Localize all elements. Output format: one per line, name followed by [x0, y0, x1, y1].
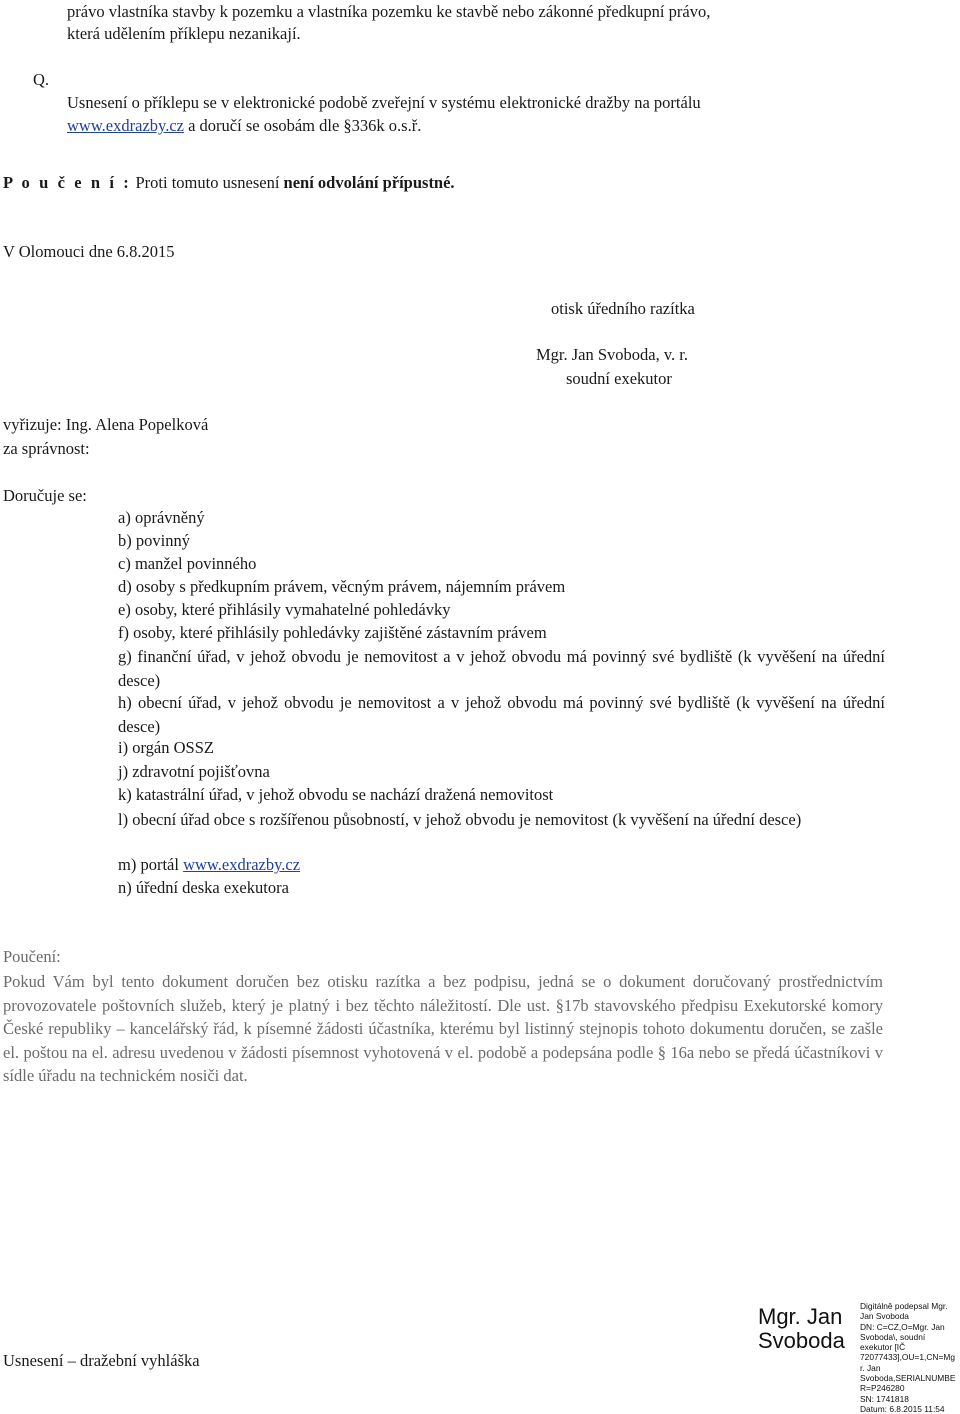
- delivery-item-k: k) katastrální úřad, v jehož obvodu se nachází dražená nemovitost: [118, 785, 554, 804]
- section-q-line-1: Usnesení o příklepu se v elektronické podobě zveřejní v systému elektronické dražby na portálu: [67, 93, 701, 112]
- delivery-item-m: [118, 855, 300, 875]
- stamp-label: otisk úředního razítka: [551, 299, 695, 318]
- digital-signature-details: Digitálně podepsal Mgr. Jan Svoboda DN: C=CZ,O=Mgr. Jan Svoboda\, soudní exekutor [IČ 72077433],OU=1,CN=Mg r. Jan Svoboda,SERIALNUMBE R=P246280 SN: 1741818 Datum: 6.8.2015 11:54: [860, 1301, 956, 1414]
- note-heading: Poučení:: [3, 947, 61, 966]
- delivery-item-a: a) oprávněný: [118, 508, 205, 527]
- executor-role: soudní exekutor: [566, 369, 672, 388]
- delivery-item-c: c) manžel povinného: [118, 554, 257, 573]
- delivery-item-n: n) úřední deska exekutora: [118, 878, 289, 897]
- signer-name-line-1: Mgr. Jan: [758, 1304, 843, 1329]
- delivery-item-l: l) obecní úřad obce s rozšířenou působností, v jehož obvodu je nemovitost (k vyvěšení na úřední desce): [118, 810, 802, 829]
- handled-by: vyřizuje: Ing. Alena Popelková: [3, 415, 209, 434]
- delivery-heading: Doručuje se:: [3, 486, 87, 505]
- delivery-item-b: b) povinný: [118, 531, 190, 550]
- signer-name-line-2: Svoboda: [758, 1328, 845, 1353]
- section-q-label: Q.: [33, 70, 50, 89]
- delivery-item-m-prefix: m) portál: [118, 855, 184, 874]
- section-q-line-2-rest: a doručí se osobám dle §336k o.s.ř.: [183, 116, 422, 135]
- delivery-item-m-link[interactable]: www.exdrazby.cz: [183, 855, 301, 874]
- instruction-bold: není odvolání přípustné.: [283, 173, 455, 192]
- signer-name: [758, 1305, 845, 1353]
- delivery-item-e: e) osoby, které přihlásily vymahatelné pohledávky: [118, 600, 451, 619]
- section-q-line-2: [67, 116, 421, 136]
- delivery-item-i: i) orgán OSSZ: [118, 738, 214, 757]
- correctness-label: za správnost:: [3, 439, 90, 458]
- exdrazby-link[interactable]: www.exdrazby.cz: [67, 116, 184, 135]
- instruction-line: [3, 173, 455, 193]
- document-title: Usnesení – dražební vyhláška: [3, 1351, 200, 1370]
- delivery-item-d: d) osoby s předkupním právem, věcným právem, nájemním právem: [118, 577, 566, 596]
- executor-name: Mgr. Jan Svoboda, v. r.: [536, 345, 689, 364]
- instruction-text: Proti tomuto usnesení: [135, 173, 284, 192]
- intro-line-1: právo vlastníka stavby k pozemku a vlastníka pozemku ke stavbě nebo zákonné předkupní právo,: [67, 2, 711, 21]
- delivery-item-g: g) finanční úřad, v jehož obvodu je nemovitost a v jehož obvodu má povinný své bydliště (k vyvěšení na úřední desce): [118, 647, 885, 690]
- delivery-item-f: f) osoby, které přihlásily pohledávky zajištěné zástavním právem: [118, 623, 547, 642]
- instruction-label: P o u č e n í :: [3, 173, 132, 192]
- place-date: V Olomouci dne 6.8.2015: [3, 242, 175, 261]
- intro-line-2: která udělením příklepu nezanikají.: [67, 24, 301, 43]
- note-body: [3, 970, 883, 1088]
- note-text: Pokud Vám byl tento dokument doručen bez otisku razítka a bez podpisu, jedná se o dokument doručovaný prostřednictvím provozovatele poštovních služeb, který je platný i bez těchto náležitostí. Dle ust. §17b stavovského předpisu Exekutorské komory České republiky – kancelářský řád, k písemné žádosti účastníka, kterému byl listinný stejnopis tohoto dokumentu doručen, se zašle el. poštou na el. adresu uvedenou v žádosti písemnost vyhotovená v el. podobě a podepsána podle § 16a nebo se předá účastníkovi v sídle úřadu na technickém nosiči dat.: [3, 972, 883, 1085]
- delivery-item-h: h) obecní úřad, v jehož obvodu je nemovitost a v jehož obvodu má povinný své bydliště (k vyvěšení na úřední desce): [118, 693, 885, 736]
- delivery-item-j: j) zdravotní pojišťovna: [118, 762, 270, 781]
